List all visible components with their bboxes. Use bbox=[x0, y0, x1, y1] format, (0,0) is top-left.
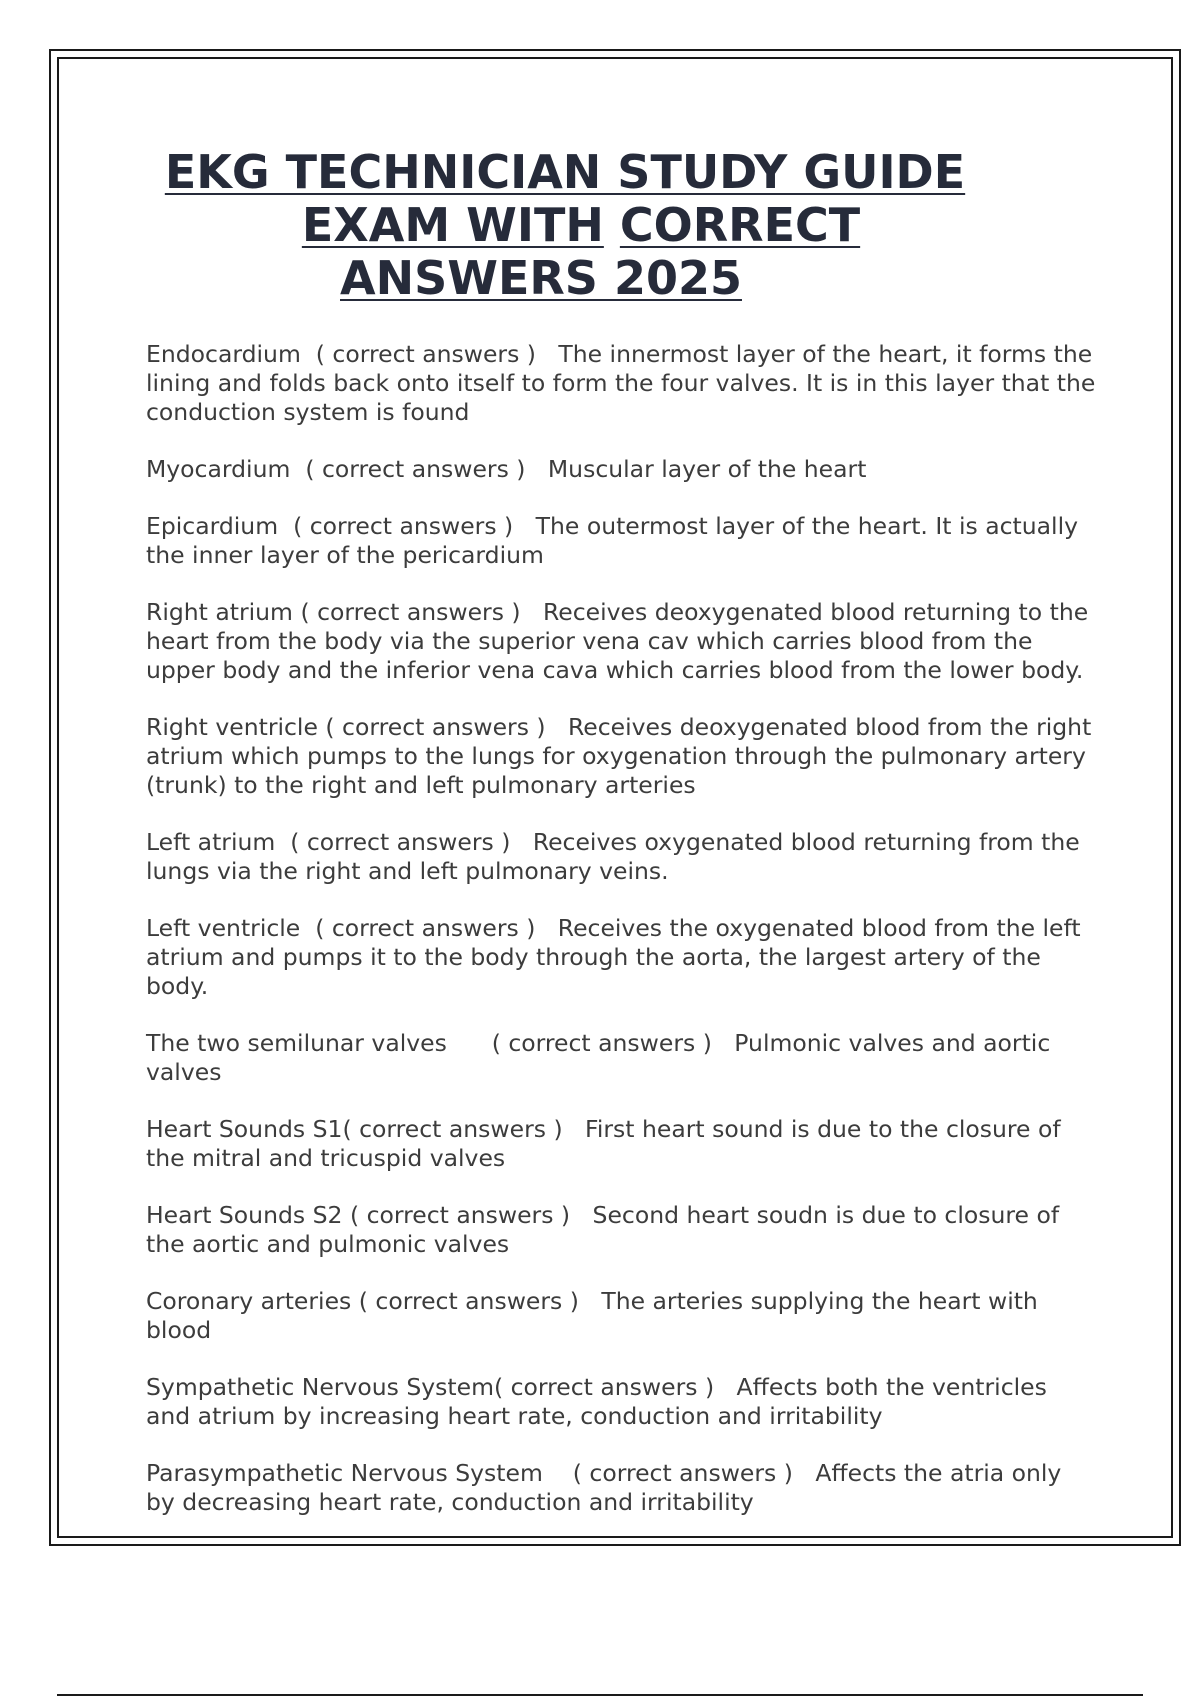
entry-answer: Affects the atria only by decreasing heart rate, conduction and irritability bbox=[146, 1459, 1062, 1516]
title-line-2: EXAM WITH CORRECT bbox=[301, 198, 861, 252]
qa-list bbox=[146, 340, 1096, 1560]
document-title bbox=[140, 146, 990, 305]
entry-answer: Receives the oxygenated blood from the left atrium and pumps it to the body through the aorta, the largest artery of the body. bbox=[146, 914, 1081, 1000]
title-line-3: ANSWERS 2025 bbox=[340, 251, 742, 305]
entry-answer: Pulmonic valves and aortic valves bbox=[146, 1029, 1051, 1086]
entry-marker: ( correct answers ) bbox=[315, 340, 536, 368]
entry-term: Myocardium bbox=[146, 455, 291, 483]
footer-rule bbox=[57, 1694, 1143, 1696]
qa-entry-parasympathetic-nervous-system bbox=[146, 1459, 1096, 1517]
title-line-1: EKG TECHNICIAN STUDY GUIDE bbox=[164, 145, 966, 199]
qa-entry-right-atrium bbox=[146, 598, 1096, 685]
qa-entry-sympathetic-nervous-system bbox=[146, 1373, 1096, 1431]
entry-marker: ( correct answers ) bbox=[290, 828, 511, 856]
entry-answer: Receives oxygenated blood returning from the lungs via the right and left pulmonary veins. bbox=[146, 828, 1080, 885]
qa-entry-heart-sounds-s2 bbox=[146, 1201, 1096, 1259]
entry-marker: ( correct answers ) bbox=[349, 1201, 571, 1229]
entry-answer: Receives deoxygenated blood returning to the heart from the body via the superior vena cav which carries blood from the upper body and the inferior vena cava which carries blood from the lower body. bbox=[146, 598, 1089, 684]
entry-answer: The outermost layer of the heart. It is actually the inner layer of the pericardium bbox=[146, 512, 1079, 569]
qa-entry-left-atrium bbox=[146, 828, 1096, 886]
entry-marker: ( correct answers ) bbox=[325, 713, 546, 741]
entry-term: Epicardium bbox=[146, 512, 279, 540]
qa-entry-coronary-arteries bbox=[146, 1287, 1096, 1345]
entry-marker: ( correct answers ) bbox=[491, 1029, 712, 1057]
qa-entry-left-ventricle bbox=[146, 914, 1096, 1001]
entry-answer: Affects both the ventricles and atrium by increasing heart rate, conduction and irritability bbox=[146, 1373, 1047, 1430]
entry-marker: ( correct answers ) bbox=[358, 1287, 579, 1315]
entry-term: Left atrium bbox=[146, 828, 276, 856]
entry-marker: ( correct answers ) bbox=[315, 914, 536, 942]
entry-term: Heart Sounds S2 bbox=[146, 1201, 343, 1229]
entry-marker: ( correct answers ) bbox=[300, 598, 521, 626]
entry-term: Coronary arteries bbox=[146, 1287, 352, 1315]
entry-term: Right atrium bbox=[146, 598, 293, 626]
entry-term: Sympathetic Nervous System bbox=[146, 1373, 494, 1401]
entry-term: Parasympathetic Nervous System bbox=[146, 1459, 543, 1487]
entry-marker: ( correct answers ) bbox=[493, 1373, 715, 1401]
qa-entry-epicardium bbox=[146, 512, 1096, 570]
entry-marker: ( correct answers ) bbox=[572, 1459, 793, 1487]
entry-answer: The arteries supplying the heart with blood bbox=[146, 1287, 1038, 1344]
entry-marker: ( correct answers ) bbox=[305, 455, 526, 483]
entry-term: Endocardium bbox=[146, 340, 301, 368]
entry-marker: ( correct answers ) bbox=[342, 1115, 563, 1143]
qa-entry-right-ventricle bbox=[146, 713, 1096, 800]
entry-answer: Muscular layer of the heart bbox=[547, 455, 867, 483]
qa-entry-endocardium bbox=[146, 340, 1096, 427]
entry-term: Heart Sounds S1 bbox=[146, 1115, 343, 1143]
entry-answer: First heart sound is due to the closure of the mitral and tricuspid valves bbox=[146, 1115, 1061, 1172]
qa-entry-semilunar-valves bbox=[146, 1029, 1096, 1087]
qa-entry-heart-sounds-s1 bbox=[146, 1115, 1096, 1173]
entry-answer: Second heart soudn is due to closure of the aortic and pulmonic valves bbox=[146, 1201, 1060, 1258]
entry-marker: ( correct answers ) bbox=[293, 512, 514, 540]
entry-term: Left ventricle bbox=[146, 914, 301, 942]
entry-term: The two semilunar valves bbox=[146, 1029, 447, 1057]
entry-answer: The innermost layer of the heart, it forms the lining and folds back onto itself to form the four valves. It is in this layer that the conduction system is found bbox=[146, 340, 1096, 426]
entry-term: Right ventricle bbox=[146, 713, 318, 741]
entry-answer: Receives deoxygenated blood from the right atrium which pumps to the lungs for oxygenation through the pulmonary artery (trunk) to the right and left pulmonary arteries bbox=[146, 713, 1092, 799]
qa-entry-myocardium bbox=[146, 455, 1096, 484]
